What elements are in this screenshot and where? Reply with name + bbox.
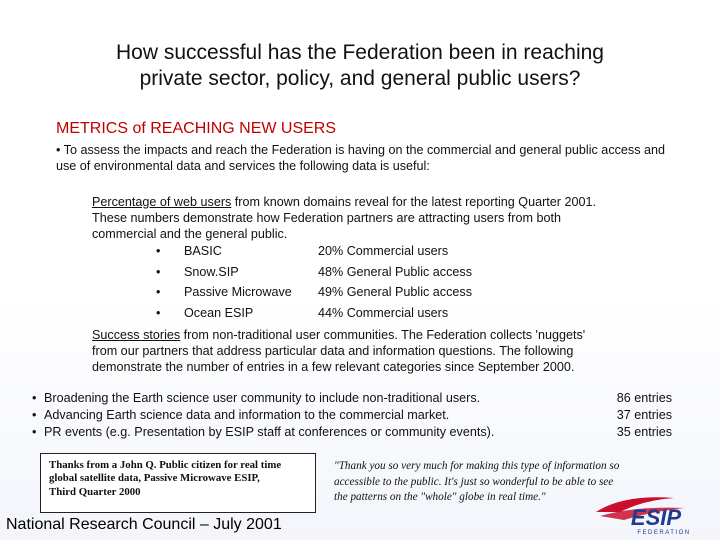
stat-name: BASIC — [184, 244, 222, 258]
success-line1: from non-traditional user communities. The Federation collects 'nuggets' — [180, 328, 586, 342]
stat-row — [92, 244, 592, 265]
bullet: • — [32, 408, 37, 422]
stat-row — [92, 285, 592, 306]
list-item — [32, 408, 680, 425]
intro-paragraph: • To assess the impacts and reach the Federation is having on the commercial and general public access and use of environmental data and services the following data is useful: — [56, 143, 666, 173]
stat-value: 48% General Public access — [318, 264, 473, 279]
section-heading: METRICS of REACHING NEW USERS — [56, 120, 337, 137]
stat-row — [92, 306, 592, 327]
footer-text: National Research Council – July 2001 — [6, 516, 282, 533]
success-paragraph — [92, 327, 682, 375]
title-line-1: How successful has the Federation been in reaching — [116, 41, 604, 64]
nugget-count: 35 entries — [616, 425, 672, 439]
nugget-list — [32, 391, 680, 442]
web-users-line2: These numbers demonstrate how Federation partners are attracting users from both — [92, 211, 562, 225]
web-users-paragraph — [92, 194, 682, 242]
list-item — [32, 425, 680, 442]
list-item — [32, 391, 680, 408]
quote-line-3: the patterns on the "whole" globe in real time." — [334, 491, 546, 503]
quote-box-line-3: Third Quarter 2000 — [49, 485, 141, 498]
web-users-stats — [92, 244, 592, 326]
logo-subtext: FEDERATION — [637, 530, 691, 536]
quote-box-line-2: global satellite data, Passive Microwave ESIP, — [49, 472, 260, 485]
nugget-count: 37 entries — [616, 408, 672, 422]
web-users-line3: commercial and the general public. — [92, 227, 288, 241]
bullet: • — [156, 264, 161, 279]
bullet: • — [32, 391, 37, 405]
nugget-count: 86 entries — [616, 391, 672, 405]
title-line-2: private sector, policy, and general public users? — [139, 67, 581, 90]
bullet: • — [32, 425, 37, 439]
nugget-category: Broadening the Earth science user community to include non-traditional users. — [44, 391, 481, 405]
bullet: • — [156, 285, 161, 299]
stat-row — [92, 265, 592, 286]
nugget-category: PR events (e.g. Presentation by ESIP staff at conferences or community events). — [44, 425, 495, 439]
citizen-quote-box — [40, 453, 316, 513]
stat-name: Snow.SIP — [184, 264, 239, 279]
success-line3: demonstrate the number of entries in a few relevant categories since September 2000. — [92, 360, 575, 374]
esip-logo — [594, 492, 716, 536]
page-title — [40, 40, 680, 92]
web-users-line1: from known domains reveal for the latest reporting Quarter 2001. — [231, 195, 597, 209]
quote-box-line-1: Thanks from a John Q. Public citizen for real time — [49, 459, 282, 471]
stat-value: 20% Commercial users — [318, 244, 449, 258]
logo-text: ESIP — [630, 505, 682, 530]
stat-name: Ocean ESIP — [184, 305, 254, 320]
success-line2: from our partners that address particular data and information questions. The following — [92, 344, 574, 358]
bullet: • — [156, 244, 161, 258]
bullet: • — [156, 305, 161, 320]
nugget-category: Advancing Earth science data and information to the commercial market. — [44, 408, 450, 422]
success-stories-link[interactable]: Success stories — [92, 328, 181, 342]
stat-name: Passive Microwave — [184, 285, 292, 299]
quote-line-2: accessible to the public. It's just so wonderful to be able to see — [334, 475, 614, 488]
web-users-link[interactable]: Percentage of web users — [92, 195, 232, 209]
stat-value: 49% General Public access — [318, 285, 473, 299]
quote-line-1: "Thank you so very much for making this type of information so — [334, 460, 620, 472]
stat-value: 44% Commercial users — [318, 305, 449, 320]
